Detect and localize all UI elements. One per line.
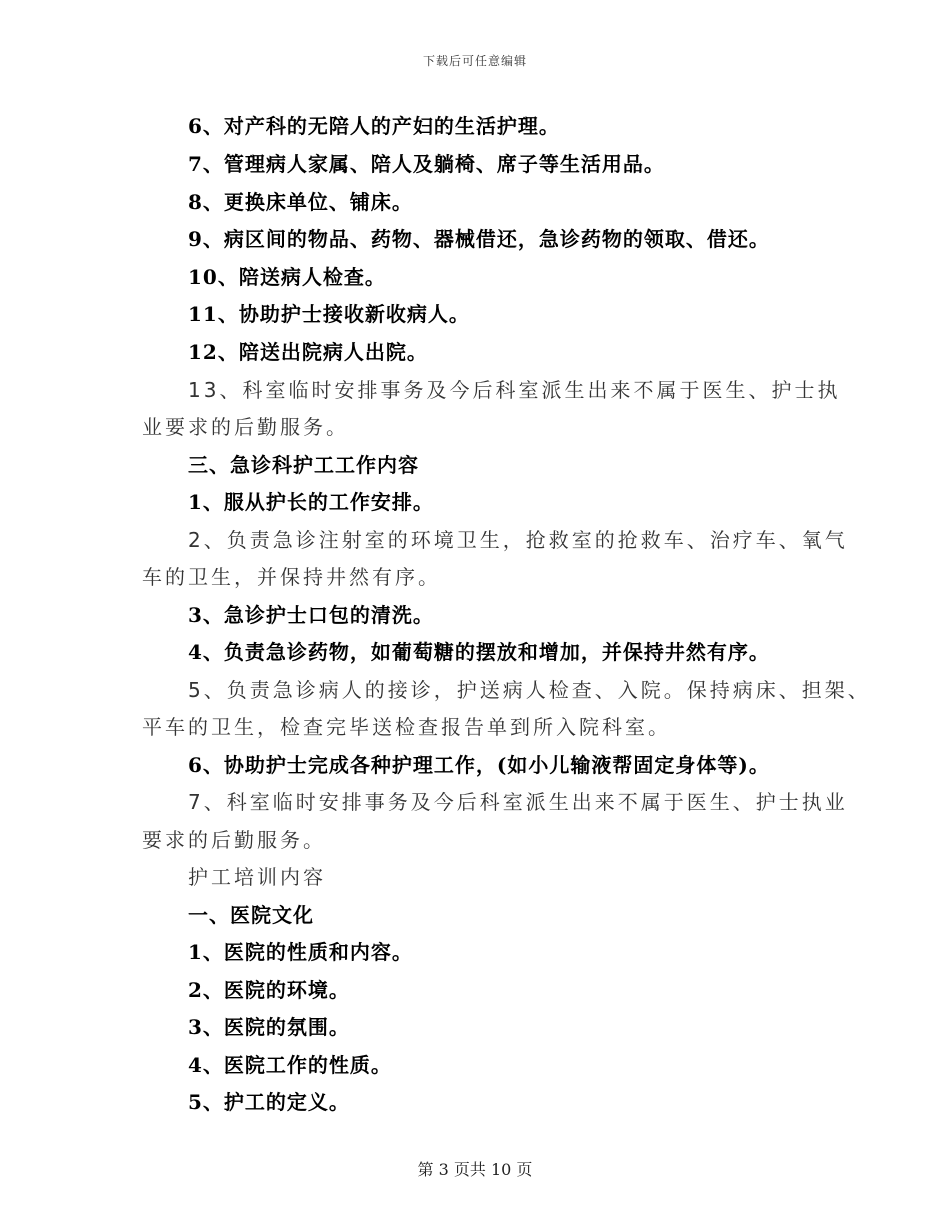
list-item: 6、对产科的无陪人的产妇的生活护理。 bbox=[188, 114, 560, 138]
list-item: 10、陪送病人检查。 bbox=[188, 265, 386, 289]
page-header: 下载后可任意编辑 bbox=[422, 54, 527, 68]
paragraph-line: 5、负责急诊病人的接诊，护送病人检查、入院。保持病床、担架、 bbox=[188, 678, 871, 702]
section-heading: 一、医院文化 bbox=[188, 903, 314, 927]
list-item: 3、急诊护士口包的清洗。 bbox=[188, 603, 434, 627]
list-item: 7、管理病人家属、陪人及躺椅、席子等生活用品。 bbox=[188, 152, 665, 176]
list-item: 4、负责急诊药物，如葡萄糖的摆放和增加，并保持井然有序。 bbox=[188, 640, 770, 664]
paragraph-line: 要求的后勤服务。 bbox=[142, 828, 326, 852]
list-item: 5、护工的定义。 bbox=[188, 1090, 350, 1114]
list-item: 1、医院的性质和内容。 bbox=[188, 940, 413, 964]
paragraph-line: 平车的卫生，检查完毕送检查报告单到所入院科室。 bbox=[142, 715, 671, 739]
section-heading: 护工培训内容 bbox=[188, 865, 326, 889]
paragraph-line: 13、科室临时安排事务及今后科室派生出来不属于医生、护士执 bbox=[188, 378, 841, 402]
list-item: 3、医院的氛围。 bbox=[188, 1015, 350, 1039]
list-item: 9、病区间的物品、药物、器械借还，急诊药物的领取、借还。 bbox=[188, 227, 770, 251]
list-item: 6、协助护士完成各种护理工作，(如小儿输液帮固定身体等)。 bbox=[188, 753, 770, 777]
paragraph-line: 车的卫生，并保持井然有序。 bbox=[142, 565, 441, 589]
paragraph-line: 2、负责急诊注射室的环境卫生，抢救室的抢救车、治疗车、氧气 bbox=[188, 528, 848, 552]
paragraph-line: 业要求的后勤服务。 bbox=[142, 415, 349, 439]
paragraph-line: 7、科室临时安排事务及今后科室派生出来不属于医生、护士执业 bbox=[188, 790, 848, 814]
section-heading: 三、急诊科护工工作内容 bbox=[188, 453, 419, 477]
list-item: 1、服从护长的工作安排。 bbox=[188, 490, 434, 514]
list-item: 4、医院工作的性质。 bbox=[188, 1053, 392, 1077]
list-item: 2、医院的环境。 bbox=[188, 978, 350, 1002]
list-item: 8、更换床单位、铺床。 bbox=[188, 190, 413, 214]
list-item: 12、陪送出院病人出院。 bbox=[188, 340, 428, 364]
page-footer: 第 3 页共 10 页 bbox=[417, 1160, 533, 1179]
list-item: 11、协助护士接收新收病人。 bbox=[188, 302, 470, 326]
